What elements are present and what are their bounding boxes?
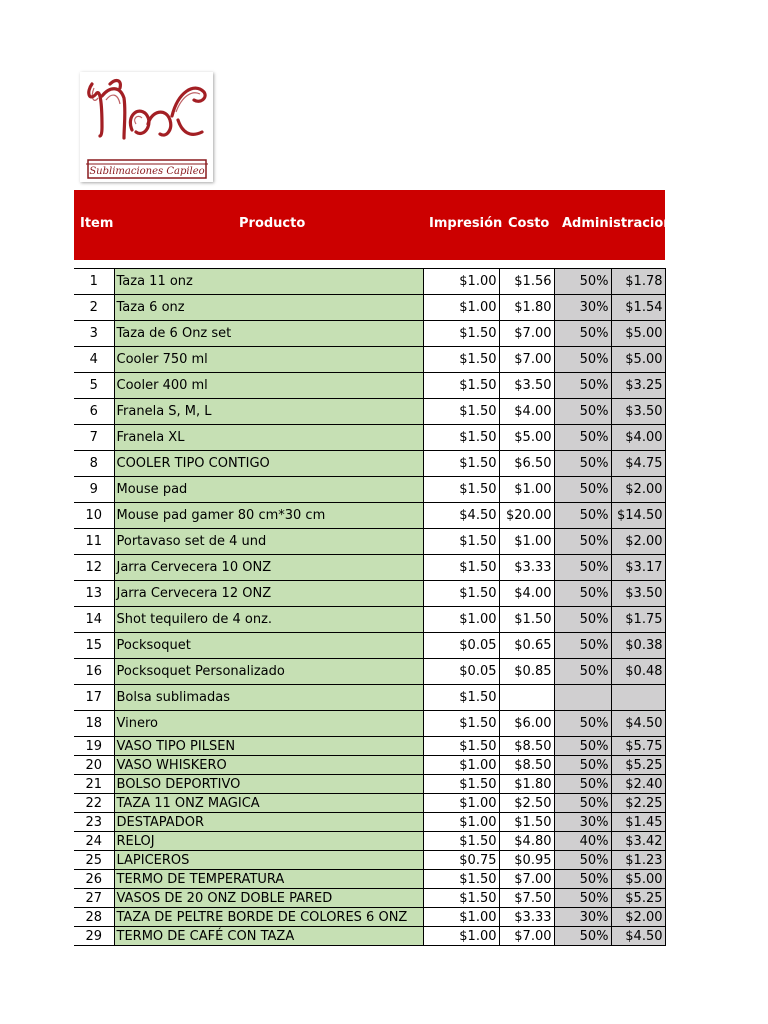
product-name: Pocksoquet Personalizado — [114, 659, 423, 685]
product-name: LAPICEROS — [114, 851, 423, 870]
header-administracion: Administracion — [562, 216, 673, 231]
administracion-value: $3.50 — [611, 581, 665, 607]
product-name: Franela S, M, L — [114, 399, 423, 425]
costo-value: $7.00 — [499, 321, 554, 347]
administracion-value: $2.40 — [611, 775, 665, 794]
percentage-value — [554, 685, 611, 711]
table-row — [74, 503, 665, 529]
administracion-value: $0.48 — [611, 659, 665, 685]
percentage-value: 50% — [554, 399, 611, 425]
product-name: Portavaso set de 4 und — [114, 529, 423, 555]
administracion-value: $4.50 — [611, 927, 665, 946]
table-row — [74, 477, 665, 503]
impresion-value: $1.50 — [423, 870, 499, 889]
administracion-value: $5.75 — [611, 737, 665, 756]
costo-value: $1.00 — [499, 529, 554, 555]
table-row — [74, 399, 665, 425]
percentage-value: 50% — [554, 851, 611, 870]
item-number: 17 — [74, 685, 114, 711]
item-number: 12 — [74, 555, 114, 581]
item-number: 22 — [74, 794, 114, 813]
item-number: 6 — [74, 399, 114, 425]
impresion-value: $1.50 — [423, 529, 499, 555]
product-name: Shot tequilero de 4 onz. — [114, 607, 423, 633]
item-number: 4 — [74, 347, 114, 373]
impresion-value: $1.50 — [423, 737, 499, 756]
impresion-value: $4.50 — [423, 503, 499, 529]
percentage-value: 50% — [554, 927, 611, 946]
product-name: Pocksoquet — [114, 633, 423, 659]
percentage-value: 50% — [554, 347, 611, 373]
item-number: 5 — [74, 373, 114, 399]
percentage-value: 50% — [554, 659, 611, 685]
administracion-value: $0.38 — [611, 633, 665, 659]
impresion-value: $1.00 — [423, 794, 499, 813]
costo-value: $2.50 — [499, 794, 554, 813]
costo-value: $1.80 — [499, 775, 554, 794]
impresion-value: $1.50 — [423, 347, 499, 373]
item-number: 15 — [74, 633, 114, 659]
administracion-value: $5.00 — [611, 347, 665, 373]
table-row — [74, 908, 665, 927]
item-number: 8 — [74, 451, 114, 477]
table-row — [74, 775, 665, 794]
impresion-value: $1.50 — [423, 711, 499, 737]
percentage-value: 50% — [554, 425, 611, 451]
table-row — [74, 425, 665, 451]
product-name: Taza de 6 Onz set — [114, 321, 423, 347]
product-name: Cooler 750 ml — [114, 347, 423, 373]
costo-value: $3.33 — [499, 555, 554, 581]
product-name: TERMO DE TEMPERATURA — [114, 870, 423, 889]
product-name: TAZA 11 ONZ MAGICA — [114, 794, 423, 813]
item-number: 23 — [74, 813, 114, 832]
percentage-value: 50% — [554, 870, 611, 889]
costo-value: $20.00 — [499, 503, 554, 529]
costo-value: $3.50 — [499, 373, 554, 399]
table-row — [74, 711, 665, 737]
table-row — [74, 321, 665, 347]
administracion-value: $2.00 — [611, 908, 665, 927]
product-name: Mouse pad gamer 80 cm*30 cm — [114, 503, 423, 529]
impresion-value: $1.50 — [423, 399, 499, 425]
administracion-value: $2.25 — [611, 794, 665, 813]
percentage-value: 50% — [554, 889, 611, 908]
product-name: Franela XL — [114, 425, 423, 451]
costo-value: $4.00 — [499, 581, 554, 607]
brand-logo — [80, 72, 213, 182]
administracion-value: $5.00 — [611, 321, 665, 347]
administracion-value: $2.00 — [611, 529, 665, 555]
administracion-value: $2.00 — [611, 477, 665, 503]
impresion-value: $0.75 — [423, 851, 499, 870]
header-costo: Costo — [508, 216, 550, 231]
administracion-value: $3.17 — [611, 555, 665, 581]
item-number: 9 — [74, 477, 114, 503]
impresion-value: $1.00 — [423, 295, 499, 321]
product-name: TAZA DE PELTRE BORDE DE COLORES 6 ONZ — [114, 908, 423, 927]
percentage-value: 50% — [554, 373, 611, 399]
administracion-value: $1.23 — [611, 851, 665, 870]
costo-value: $1.00 — [499, 477, 554, 503]
table-row — [74, 737, 665, 756]
product-name: VASO WHISKERO — [114, 756, 423, 775]
product-name: TERMO DE CAFÉ CON TAZA — [114, 927, 423, 946]
item-number: 27 — [74, 889, 114, 908]
table-row — [74, 813, 665, 832]
percentage-value: 40% — [554, 832, 611, 851]
percentage-value: 30% — [554, 908, 611, 927]
item-number: 1 — [74, 269, 114, 295]
table-row — [74, 633, 665, 659]
product-name: Taza 11 onz — [114, 269, 423, 295]
percentage-value: 50% — [554, 633, 611, 659]
item-number: 24 — [74, 832, 114, 851]
administracion-value: $1.75 — [611, 607, 665, 633]
impresion-value: $1.00 — [423, 756, 499, 775]
item-number: 18 — [74, 711, 114, 737]
administracion-value: $3.50 — [611, 399, 665, 425]
table-row — [74, 685, 665, 711]
table-row — [74, 851, 665, 870]
product-name: Mouse pad — [114, 477, 423, 503]
administracion-value: $5.25 — [611, 889, 665, 908]
costo-value: $0.85 — [499, 659, 554, 685]
impresion-value: $1.50 — [423, 581, 499, 607]
item-number: 29 — [74, 927, 114, 946]
table-row — [74, 269, 665, 295]
product-name: VASOS DE 20 ONZ DOBLE PARED — [114, 889, 423, 908]
table-row — [74, 607, 665, 633]
administracion-value: $4.75 — [611, 451, 665, 477]
costo-value: $7.00 — [499, 870, 554, 889]
impresion-value: $1.50 — [423, 373, 499, 399]
header-impresion: Impresión — [429, 216, 503, 231]
percentage-value: 50% — [554, 607, 611, 633]
costo-value: $7.00 — [499, 347, 554, 373]
product-name: RELOJ — [114, 832, 423, 851]
costo-value: $8.50 — [499, 756, 554, 775]
costo-value: $0.95 — [499, 851, 554, 870]
product-name: Taza 6 onz — [114, 295, 423, 321]
product-name: VASO TIPO PILSEN — [114, 737, 423, 756]
item-number: 11 — [74, 529, 114, 555]
costo-value: $3.33 — [499, 908, 554, 927]
table-row — [74, 889, 665, 908]
costo-value: $0.65 — [499, 633, 554, 659]
administracion-value: $1.45 — [611, 813, 665, 832]
costo-value: $8.50 — [499, 737, 554, 756]
percentage-value: 50% — [554, 775, 611, 794]
item-number: 19 — [74, 737, 114, 756]
costo-value: $1.50 — [499, 607, 554, 633]
header-item: Item — [80, 216, 114, 231]
item-number: 13 — [74, 581, 114, 607]
administracion-value — [611, 685, 665, 711]
item-number: 16 — [74, 659, 114, 685]
product-name: COOLER TIPO CONTIGO — [114, 451, 423, 477]
product-name: DESTAPADOR — [114, 813, 423, 832]
percentage-value: 50% — [554, 711, 611, 737]
administracion-value: $4.00 — [611, 425, 665, 451]
impresion-value: $1.00 — [423, 269, 499, 295]
table-row — [74, 581, 665, 607]
costo-value: $1.50 — [499, 813, 554, 832]
item-number: 21 — [74, 775, 114, 794]
percentage-value: 50% — [554, 269, 611, 295]
table-row — [74, 451, 665, 477]
costo-value — [499, 685, 554, 711]
costo-value: $6.50 — [499, 451, 554, 477]
impresion-value: $1.00 — [423, 813, 499, 832]
administracion-value: $3.42 — [611, 832, 665, 851]
administracion-value: $1.54 — [611, 295, 665, 321]
item-number: 10 — [74, 503, 114, 529]
administracion-value: $3.25 — [611, 373, 665, 399]
item-number: 20 — [74, 756, 114, 775]
product-name: Vinero — [114, 711, 423, 737]
table-row — [74, 870, 665, 889]
product-name: Bolsa sublimadas — [114, 685, 423, 711]
product-name: Jarra Cervecera 10 ONZ — [114, 555, 423, 581]
table-row — [74, 832, 665, 851]
percentage-value: 50% — [554, 477, 611, 503]
impresion-value: $1.00 — [423, 927, 499, 946]
administracion-value: $4.50 — [611, 711, 665, 737]
table-row — [74, 927, 665, 946]
costo-value: $7.50 — [499, 889, 554, 908]
impresion-value: $1.50 — [423, 889, 499, 908]
percentage-value: 50% — [554, 451, 611, 477]
item-number: 7 — [74, 425, 114, 451]
percentage-value: 50% — [554, 321, 611, 347]
percentage-value: 50% — [554, 503, 611, 529]
table-row — [74, 529, 665, 555]
percentage-value: 30% — [554, 295, 611, 321]
costo-value: $4.00 — [499, 399, 554, 425]
percentage-value: 50% — [554, 555, 611, 581]
item-number: 26 — [74, 870, 114, 889]
item-number: 28 — [74, 908, 114, 927]
percentage-value: 50% — [554, 737, 611, 756]
table-row — [74, 295, 665, 321]
price-table — [74, 268, 665, 946]
impresion-value: $1.50 — [423, 832, 499, 851]
percentage-value: 30% — [554, 813, 611, 832]
logo-lettering: Sublimaciones Capileo — [89, 166, 205, 177]
product-name: Jarra Cervecera 12 ONZ — [114, 581, 423, 607]
impresion-value: $1.50 — [423, 477, 499, 503]
percentage-value: 50% — [554, 794, 611, 813]
administracion-value: $5.25 — [611, 756, 665, 775]
costo-value: $1.80 — [499, 295, 554, 321]
table-row — [74, 347, 665, 373]
table-row — [74, 756, 665, 775]
impresion-value: $1.00 — [423, 607, 499, 633]
product-name: BOLSO DEPORTIVO — [114, 775, 423, 794]
administracion-value: $14.50 — [611, 503, 665, 529]
item-number: 25 — [74, 851, 114, 870]
impresion-value: $0.05 — [423, 633, 499, 659]
impresion-value: $1.00 — [423, 908, 499, 927]
costo-value: $6.00 — [499, 711, 554, 737]
header-producto: Producto — [239, 216, 306, 231]
percentage-value: 50% — [554, 581, 611, 607]
costo-value: $1.56 — [499, 269, 554, 295]
product-name: Cooler 400 ml — [114, 373, 423, 399]
impresion-value: $1.50 — [423, 775, 499, 794]
table-row — [74, 794, 665, 813]
table-header — [74, 190, 673, 260]
percentage-value: 50% — [554, 529, 611, 555]
percentage-value: 50% — [554, 756, 611, 775]
item-number: 3 — [74, 321, 114, 347]
impresion-value: $1.50 — [423, 451, 499, 477]
administracion-value: $5.00 — [611, 870, 665, 889]
impresion-value: $1.50 — [423, 425, 499, 451]
table-row — [74, 373, 665, 399]
costo-value: $5.00 — [499, 425, 554, 451]
item-number: 14 — [74, 607, 114, 633]
costo-value: $7.00 — [499, 927, 554, 946]
impresion-value: $0.05 — [423, 659, 499, 685]
table-row — [74, 659, 665, 685]
impresion-value: $1.50 — [423, 685, 499, 711]
costo-value: $4.80 — [499, 832, 554, 851]
impresion-value: $1.50 — [423, 321, 499, 347]
table-row — [74, 555, 665, 581]
item-number: 2 — [74, 295, 114, 321]
administracion-value: $1.78 — [611, 269, 665, 295]
impresion-value: $1.50 — [423, 555, 499, 581]
